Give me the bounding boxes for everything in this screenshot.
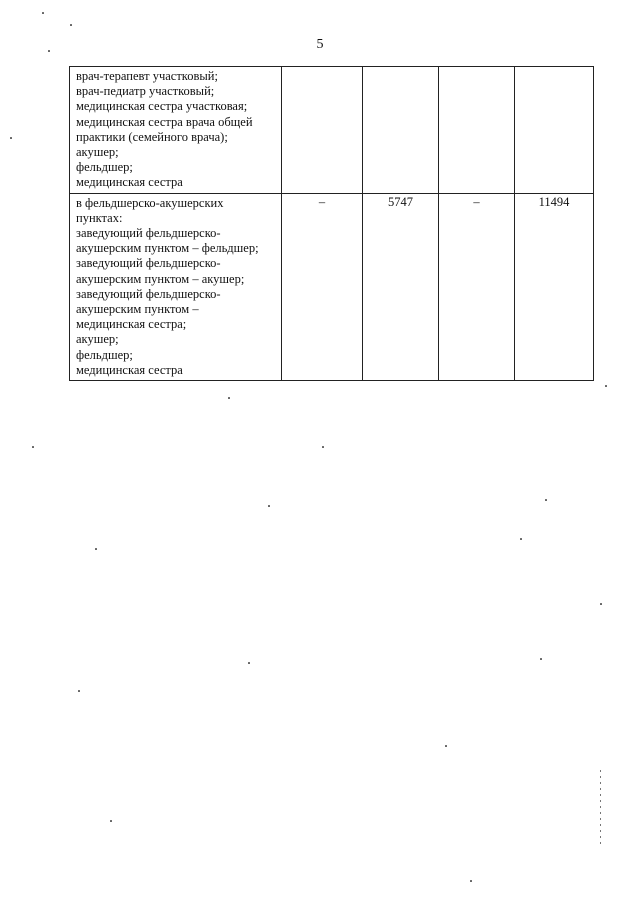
scan-speck: [600, 603, 602, 605]
position-line: медицинская сестра: [76, 175, 183, 190]
position-line: акушерским пунктом –: [76, 302, 199, 317]
value-cell: [282, 67, 363, 194]
scan-speck: [545, 499, 547, 501]
scan-speck: [228, 397, 230, 399]
scan-speck: [78, 690, 80, 692]
position-list-cell: [70, 67, 282, 194]
scan-speck: [268, 505, 270, 507]
scan-speck: [520, 538, 522, 540]
value-cell: [363, 67, 439, 194]
value-cell: [515, 67, 594, 194]
scan-speck: [540, 658, 542, 660]
position-line: медицинская сестра врача общей: [76, 114, 253, 129]
value-cell: –: [282, 193, 363, 380]
scan-speck: [10, 137, 12, 139]
value-cell: 5747: [363, 193, 439, 380]
position-line: врач-педиатр участковый;: [76, 84, 215, 99]
scan-speck: [48, 50, 50, 52]
scan-speck: [605, 385, 607, 387]
position-line: медицинская сестра: [76, 362, 183, 377]
position-line: фельдшер;: [76, 160, 133, 175]
position-line: в фельдшерско-акушерских: [76, 195, 224, 210]
position-line: акушер;: [76, 145, 119, 160]
position-line: акушерским пунктом – фельдшер;: [76, 241, 259, 256]
position-line: акушер;: [76, 332, 119, 347]
value-cell: –: [439, 193, 515, 380]
scan-speck: [110, 820, 112, 822]
position-line: медицинская сестра;: [76, 317, 187, 332]
scan-speck: [95, 548, 97, 550]
position-line: заведующий фельдшерско-: [76, 226, 221, 241]
position-line: заведующий фельдшерско-: [76, 256, 221, 271]
position-list-cell: [70, 193, 282, 380]
position-line: фельдшер;: [76, 347, 133, 362]
margin-scan-mark: [600, 770, 601, 845]
positions-table: [69, 66, 594, 381]
page-number: 5: [316, 37, 324, 52]
table-row: [70, 193, 594, 380]
scan-speck: [70, 24, 72, 26]
scan-speck: [248, 662, 250, 664]
position-line: заведующий фельдшерско-: [76, 286, 221, 301]
value-cell: [439, 67, 515, 194]
position-line: врач-терапевт участковый;: [76, 69, 218, 83]
position-line: акушерским пунктом – акушер;: [76, 271, 245, 286]
scan-speck: [445, 745, 447, 747]
scan-speck: [32, 446, 34, 448]
position-line: пунктах:: [76, 210, 123, 225]
scan-speck: [42, 12, 44, 14]
scan-speck: [470, 880, 472, 882]
scan-speck: [322, 446, 324, 448]
position-line: практики (семейного врача);: [76, 129, 228, 144]
position-line: медицинская сестра участковая;: [76, 99, 248, 114]
table-row: [70, 67, 594, 194]
value-cell: 11494: [515, 193, 594, 380]
